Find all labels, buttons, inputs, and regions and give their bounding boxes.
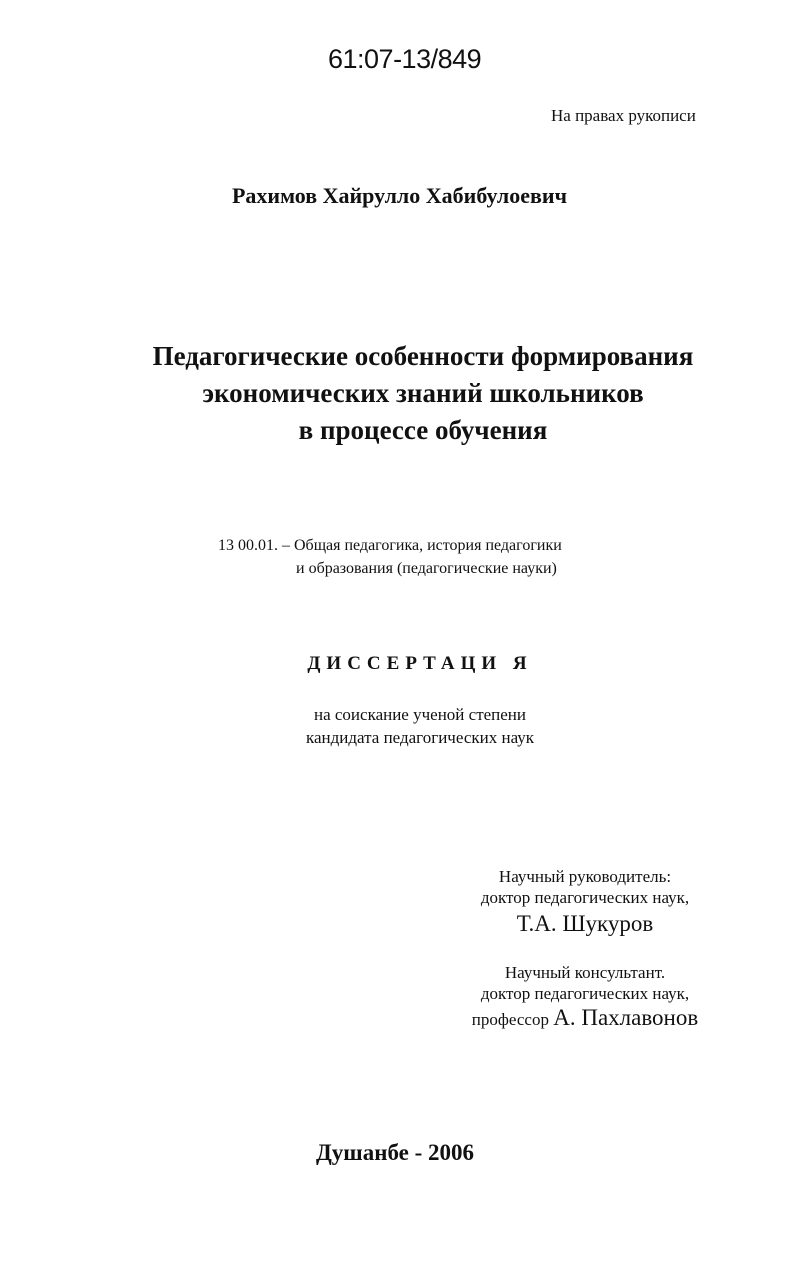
consultant-degree: доктор педагогических наук,	[480, 984, 690, 1003]
dissertation-title	[0, 338, 799, 449]
consultant-name-line	[470, 1007, 700, 1030]
registry-code: 61:07-13/849	[328, 44, 482, 74]
specialty-line: 13 00.01. – Общая педагогика, история педагогики	[218, 537, 562, 554]
author-name: Рахимов Хайрулло Хабибулоевич	[231, 183, 568, 208]
title-line: в процессе обучения	[298, 415, 548, 445]
city-year: Душанбе - 2006	[315, 1140, 475, 1165]
specialty-code	[218, 534, 562, 580]
consultant-block	[470, 962, 700, 1030]
consultant-rank: профессор	[471, 1010, 549, 1029]
title-line: Педагогические особенности формирования	[152, 341, 694, 371]
document-type: ДИССЕРТАЦИ Я	[307, 653, 533, 674]
title-line: экономических знаний школьников	[202, 378, 644, 408]
degree-statement	[0, 703, 799, 749]
rights-note: На правах рукописи	[551, 106, 696, 125]
consultant-role: Научный консультант.	[504, 963, 666, 982]
supervisor-name: Т.А. Шукуров	[516, 911, 654, 936]
supervisor-degree: доктор педагогических наук,	[480, 888, 690, 907]
degree-line: кандидата педагогических наук	[305, 728, 535, 747]
supervisor-role: Научный руководитель:	[498, 867, 672, 886]
consultant-name: А. Пахлавонов	[553, 1005, 699, 1030]
specialty-line: и образования (педагогические науки)	[296, 560, 557, 577]
degree-line: на соискание ученой степени	[313, 705, 527, 724]
supervisor-block	[470, 866, 700, 940]
